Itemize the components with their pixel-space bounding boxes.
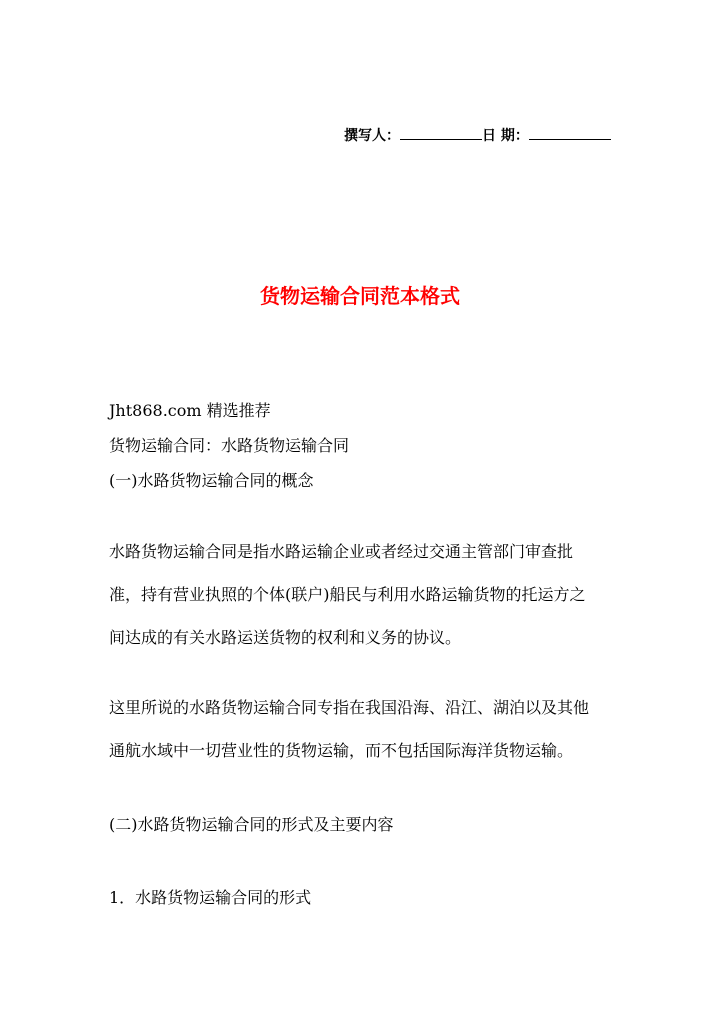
subtitle-line: 货物运输合同：水路货物运输合同 (109, 436, 350, 455)
author-blank (400, 124, 482, 140)
paragraph-1-line-2: 准，持有营业执照的个体(联户)船民与利用水路运输货物的托运方之 (109, 585, 586, 604)
paragraph-2-line-1: 这里所说的水路货物运输合同专指在我国沿海、沿江、湖泊以及其他 (109, 698, 590, 717)
date-label: 日 期： (482, 128, 529, 144)
date-blank (529, 124, 611, 140)
source-line: Jht868.com 精选推荐 (109, 401, 271, 420)
section-heading-2: (二)水路货物运输合同的形式及主要内容 (109, 815, 394, 834)
section-heading-1: (一)水路货物运输合同的概念 (109, 471, 314, 490)
paragraph-2-line-2: 通航水域中一切营业性的货物运输，而不包括国际海洋货物运输。 (109, 741, 574, 760)
paragraph-1-line-1: 水路货物运输合同是指水路运输企业或者经过交通主管部门审查批 (109, 542, 574, 561)
subsection-heading-1: 1．水路货物运输合同的形式 (109, 888, 312, 907)
paragraph-1-line-3: 间达成的有关水路运送货物的权利和义务的协议。 (109, 628, 462, 647)
author-date-line (344, 124, 611, 146)
author-label: 撰写人： (344, 128, 400, 144)
document-title: 货物运输合同范本格式 (260, 284, 460, 308)
